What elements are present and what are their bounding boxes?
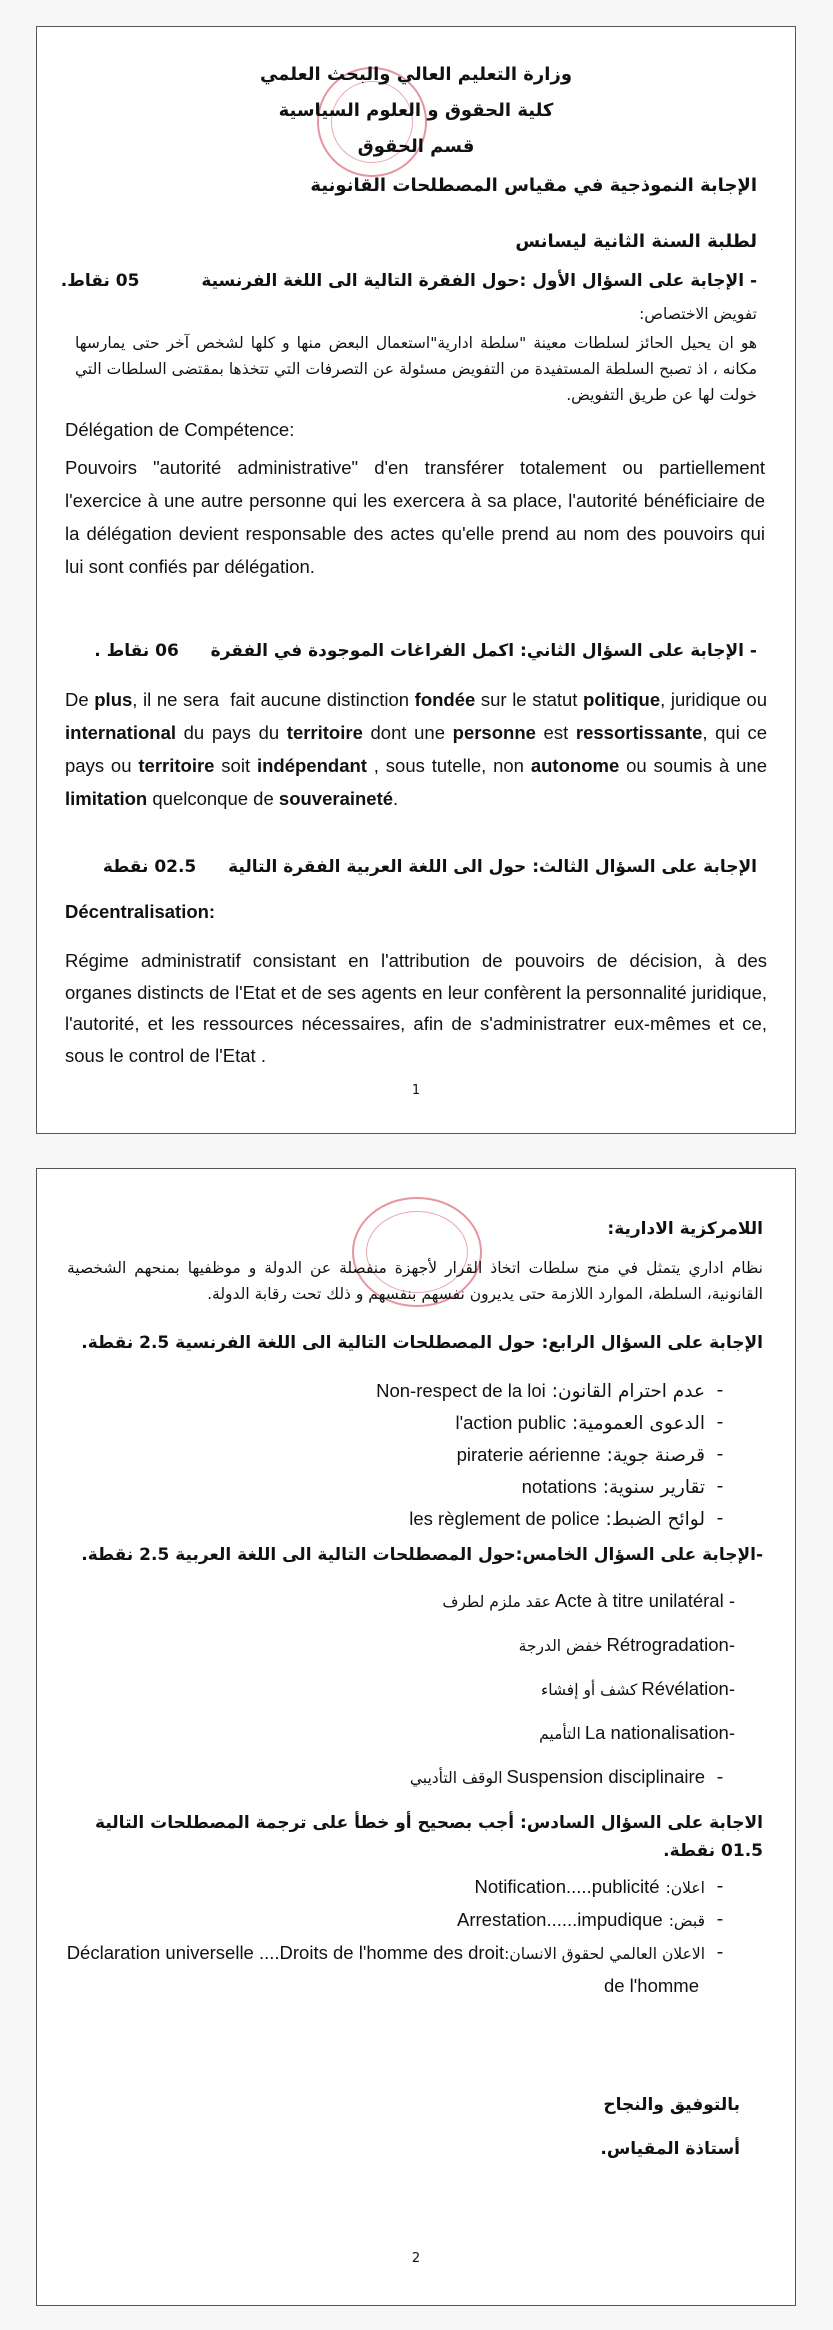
- arabic-translation: الوقف التأديبي: [409, 1769, 503, 1787]
- filled-blank-word: plus: [94, 689, 133, 710]
- bullet-dash: -: [716, 1412, 724, 1433]
- paragraph-text: .: [393, 788, 399, 809]
- filled-blank-word: politique: [583, 689, 661, 710]
- paragraph-text: , sous tutelle, non: [366, 755, 531, 776]
- french-term: Suspension disciplinaire: [506, 1766, 705, 1787]
- question-heading-text: الإجابة على السؤال الثالث: حول الى اللغة العربية الفقرة التالية: [228, 857, 757, 877]
- paragraph-text: ou soumis à une: [619, 755, 773, 776]
- list-item: [55, 1937, 735, 2002]
- arabic-translation: خفض الدرجة: [518, 1637, 603, 1655]
- filled-blank-word: ressortissante: [575, 722, 703, 743]
- exam-page-1: [36, 26, 796, 1134]
- paragraph-text: sur le statut: [475, 689, 584, 710]
- filled-blank-word: autonome: [530, 755, 620, 776]
- french-term: La nationalisation-: [584, 1722, 735, 1743]
- bullet-dash: -: [716, 1380, 724, 1401]
- question-points: 06 نقاط .: [94, 641, 179, 661]
- french-translation: les règlement de police: [409, 1508, 600, 1529]
- paragraph-text: De: [65, 689, 95, 710]
- question-3-heading: [103, 857, 757, 877]
- list-item: [175, 1585, 735, 1629]
- french-translation: Déclaration universelle ....Droits de l'homme des droit de l'homme: [66, 1942, 699, 1996]
- true-false-list: [55, 1871, 735, 2002]
- arabic-term: تقارير سنوية:: [602, 1477, 705, 1498]
- question-heading-text: - الإجابة على السؤال الثاني: اكمل الفراغات الموجودة في الفقرة: [210, 641, 757, 661]
- page-number: 2: [411, 2251, 421, 2266]
- french-term: Rétrogradation-: [606, 1634, 735, 1655]
- arabic-term: الاعلان العالمي لحقوق الانسان:: [504, 1945, 705, 1963]
- translation-list: [175, 1585, 735, 1792]
- closing-wish: بالتوفيق والنجاح: [603, 2095, 740, 2115]
- arabic-term: قرصنة جوية:: [606, 1445, 705, 1466]
- paragraph-text: , juridique ou: [660, 689, 773, 710]
- french-term: Délégation de Compétence:: [65, 419, 295, 440]
- question-2-heading: [94, 641, 757, 661]
- list-item: [215, 1439, 735, 1471]
- bullet-dash: -: [716, 1942, 724, 1963]
- arabic-term: الدعوى العمومية:: [571, 1413, 705, 1434]
- french-definition: Régime administratif consistant en l'attribution de pouvoirs de décision, à des organes distincts de l'Etat et de ses agents en leur confèrent la personnalité juridique, l'autorité, et les ressources nécessaires, afin de s'administratrer eux-mêmes et ce, sous le control de l'Etat .: [65, 950, 767, 1066]
- question-points: 05 نقاط.: [60, 271, 140, 291]
- filled-blank-word: souveraineté: [278, 788, 394, 809]
- list-item: [55, 1871, 735, 1904]
- paragraph-text: quelconque de: [147, 788, 279, 809]
- list-item: [215, 1471, 735, 1503]
- faculty-name: كلية الحقوق و العلوم السياسية: [278, 100, 554, 121]
- list-item: [215, 1375, 735, 1407]
- french-translation: Arrestation......impudique: [457, 1909, 663, 1930]
- paragraph-text: dont une: [362, 722, 453, 743]
- arabic-term: قبض:: [668, 1912, 705, 1930]
- arabic-translation: عقد ملزم لطرف: [442, 1593, 552, 1611]
- french-translation: l'action public: [455, 1412, 566, 1433]
- question-1-heading: [61, 271, 757, 291]
- arabic-term: عدم احترام القانون:: [551, 1381, 705, 1402]
- arabic-term: اللامركزية الادارية:: [607, 1219, 763, 1239]
- page-number: 1: [411, 1083, 421, 1098]
- ministry-name: وزارة التعليم العالي والبحث العلمي: [259, 64, 573, 85]
- french-term: Décentralisation:: [65, 901, 216, 922]
- paragraph-text: , qui ce pays ou: [65, 722, 773, 776]
- bullet-dash: -: [716, 1444, 724, 1465]
- list-item: [175, 1761, 735, 1792]
- filled-blank-word: international: [65, 722, 177, 743]
- list-item: [215, 1503, 735, 1535]
- arabic-term: تفويض الاختصاص:: [639, 305, 757, 323]
- french-translation: Non-respect de la loi: [376, 1380, 546, 1401]
- translation-list: [215, 1375, 735, 1535]
- paragraph-text: soit: [214, 755, 257, 776]
- list-item: [175, 1717, 735, 1761]
- document-title: الإجابة النموذجية في مقياس المصطلحات القانونية: [310, 175, 757, 196]
- teacher-signature: أستاذة المقياس.: [600, 2139, 740, 2159]
- question-points: 02.5 نقطة: [102, 857, 197, 877]
- paragraph-text: est: [535, 722, 576, 743]
- question-heading-text: - الإجابة على السؤال الأول :حول الفقرة التالية الى اللغة الفرنسية: [201, 271, 757, 291]
- list-item: [175, 1673, 735, 1717]
- list-item: [55, 1904, 735, 1937]
- bullet-dash: -: [716, 1508, 724, 1529]
- filled-blank-word: limitation: [65, 788, 148, 809]
- exam-page-2: [36, 1168, 796, 2306]
- french-translation: Notification.....publicité: [474, 1876, 660, 1897]
- french-translation: notations: [521, 1476, 597, 1497]
- list-item: [215, 1407, 735, 1439]
- french-definition: Pouvoirs "autorité administrative" d'en transférer totalement ou partiellement l'exercice à une autre personne qui les exercera à sa place, l'autorité bénéficiaire de la délégation devient responsable des actes qu'elle prend au nom des pouvoirs qui lui sont confiés par délégation.: [65, 457, 765, 577]
- bullet-dash: -: [716, 1876, 724, 1897]
- arabic-definition: هو ان يحيل الحائز لسلطات معينة "سلطة ادارية"استعمال البعض منها و كلها لشخص آخر حتى يمارسها مكانه ، اذ تصبح السلطة المستفيدة من التفويض مسئولة عن التصرفات التي تتخذها بمقتضى السلطات التي خولت لها عن طريق التفويض.: [75, 334, 757, 404]
- paragraph-text: , il ne sera fait aucune distinction: [132, 689, 415, 710]
- french-term: Acte à titre unilatéral -: [555, 1590, 735, 1611]
- bullet-dash: -: [716, 1476, 724, 1497]
- arabic-translation: كشف أو إفشاء: [540, 1681, 638, 1699]
- filled-blank-word: territoire: [286, 722, 363, 743]
- filled-blank-word: territoire: [138, 755, 215, 776]
- arabic-term: لوائح الضبط:: [605, 1509, 705, 1530]
- list-item: [175, 1629, 735, 1673]
- french-term: Révélation-: [641, 1678, 735, 1699]
- document-subtitle: لطلبة السنة الثانية ليسانس: [515, 231, 757, 252]
- paragraph-text: du pays du: [176, 722, 287, 743]
- bullet-dash: -: [716, 1909, 724, 1930]
- question-6-heading: الاجابة على السؤال السادس: أجب بصحيح أو خطأ على ترجمة المصطلحات التالية 01.5 نقطة.: [95, 1813, 763, 1861]
- arabic-term: اعلان:: [665, 1879, 705, 1897]
- french-translation: piraterie aérienne: [456, 1444, 601, 1465]
- filled-blank-word: fondée: [414, 689, 476, 710]
- arabic-translation: التأميم: [539, 1725, 581, 1743]
- filled-blank-word: personne: [452, 722, 536, 743]
- arabic-definition: نظام اداري يتمثل في منح سلطات اتخاذ القرار لأجهزة منفصلة عن الدولة و موظفيها بمنحهم الشخصية القانونية، السلطة، الموارد اللازمة حتى يديرون نفسهم بنفسهم و ذلك تحت رقابة الدولة.: [67, 1259, 763, 1303]
- question-4-heading: الإجابة على السؤال الرابع: حول المصطلحات التالية الى اللغة الفرنسية 2.5 نقطة.: [81, 1333, 763, 1353]
- bullet-dash: -: [716, 1767, 724, 1788]
- letterhead: [37, 57, 795, 165]
- question-5-heading: -الإجابة على السؤال الخامس:حول المصطلحات التالية الى اللغة العربية 2.5 نقطة.: [81, 1545, 763, 1565]
- fill-in-paragraph: [65, 683, 773, 815]
- department-name: قسم الحقوق: [357, 136, 475, 157]
- filled-blank-word: indépendant: [256, 755, 367, 776]
